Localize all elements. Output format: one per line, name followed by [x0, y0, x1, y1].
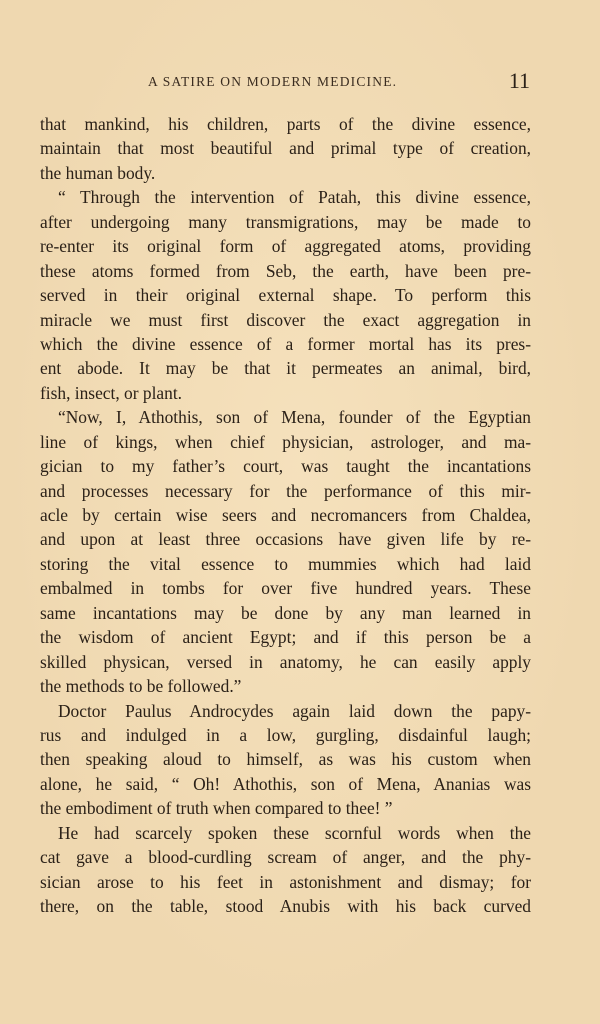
- text-line: maintain that most beautiful and primal type of creation,: [40, 138, 531, 159]
- text-line: sician arose to his feet in astonishment and dismay; for: [40, 871, 531, 892]
- text-line: miracle we must first discover the exact aggregation in: [40, 309, 531, 330]
- text-line: the human body.: [40, 162, 156, 183]
- text-line: the methods to be followed.”: [40, 676, 242, 697]
- text-line: and upon at least three occasions have given life by re-: [40, 529, 531, 550]
- text-line: He had scarcely spoken these scornful words when the: [58, 822, 531, 843]
- text-line: Doctor Paulus Androcydes again laid down the papy-: [58, 700, 531, 721]
- text-line: re-enter its original form of aggregated atoms, providing: [40, 236, 531, 257]
- text-line: skilled physican, versed in anatomy, he can easily apply: [40, 651, 531, 672]
- text-line: gician to my father’s court, was taught the incantations: [40, 456, 531, 477]
- text-line: there, on the table, stood Anubis with his back curved: [40, 896, 531, 916]
- text-line: ent abode. It may be that it permeates an animal, bird,: [40, 358, 531, 379]
- running-title: A SATIRE ON MODERN MEDICINE.: [148, 74, 398, 89]
- text-line: the embodiment of truth when compared to thee! ”: [40, 798, 393, 819]
- text-line: these atoms formed from Seb, the earth, have been pre-: [40, 260, 531, 281]
- page-number: 11: [508, 68, 530, 93]
- text-line: which the divine essence of a former mortal has its pres-: [40, 333, 531, 354]
- body-text: [40, 112, 531, 918]
- text-line: cat gave a blood-curdling scream of anger, and the phy-: [40, 847, 531, 868]
- text-line: after undergoing many transmigrations, may be made to: [40, 211, 531, 232]
- text-line: “ Through the intervention of Patah, this divine essence,: [58, 187, 531, 208]
- text-line: acle by certain wise seers and necromancers from Chaldea,: [40, 505, 531, 525]
- text-line: then speaking aloud to himself, as was his custom when: [40, 749, 531, 770]
- text-line: line of kings, when chief physician, astrologer, and ma-: [40, 431, 531, 452]
- text-line: “Now, I, Athothis, son of Mena, founder of the Egyptian: [58, 407, 531, 428]
- text-line: embalmed in tombs for over five hundred years. These: [40, 578, 531, 599]
- text-line: the wisdom of ancient Egypt; and if this person be a: [40, 627, 531, 648]
- text-line: and processes necessary for the performance of this mir-: [40, 480, 531, 501]
- text-line: that mankind, his children, parts of the divine essence,: [40, 114, 531, 134]
- text-line: served in their original external shape. To perform this: [40, 285, 531, 306]
- running-head: [40, 70, 530, 96]
- text-line: fish, insect, or plant.: [40, 382, 182, 403]
- text-line: rus and indulged in a low, gurgling, disdainful laugh;: [40, 724, 531, 745]
- text-line: storing the vital essence to mummies which had laid: [40, 553, 531, 574]
- text-line: same incantations may be done by any man learned in: [40, 602, 531, 623]
- text-line: alone, he said, “ Oh! Athothis, son of Mena, Ananias was: [40, 773, 531, 794]
